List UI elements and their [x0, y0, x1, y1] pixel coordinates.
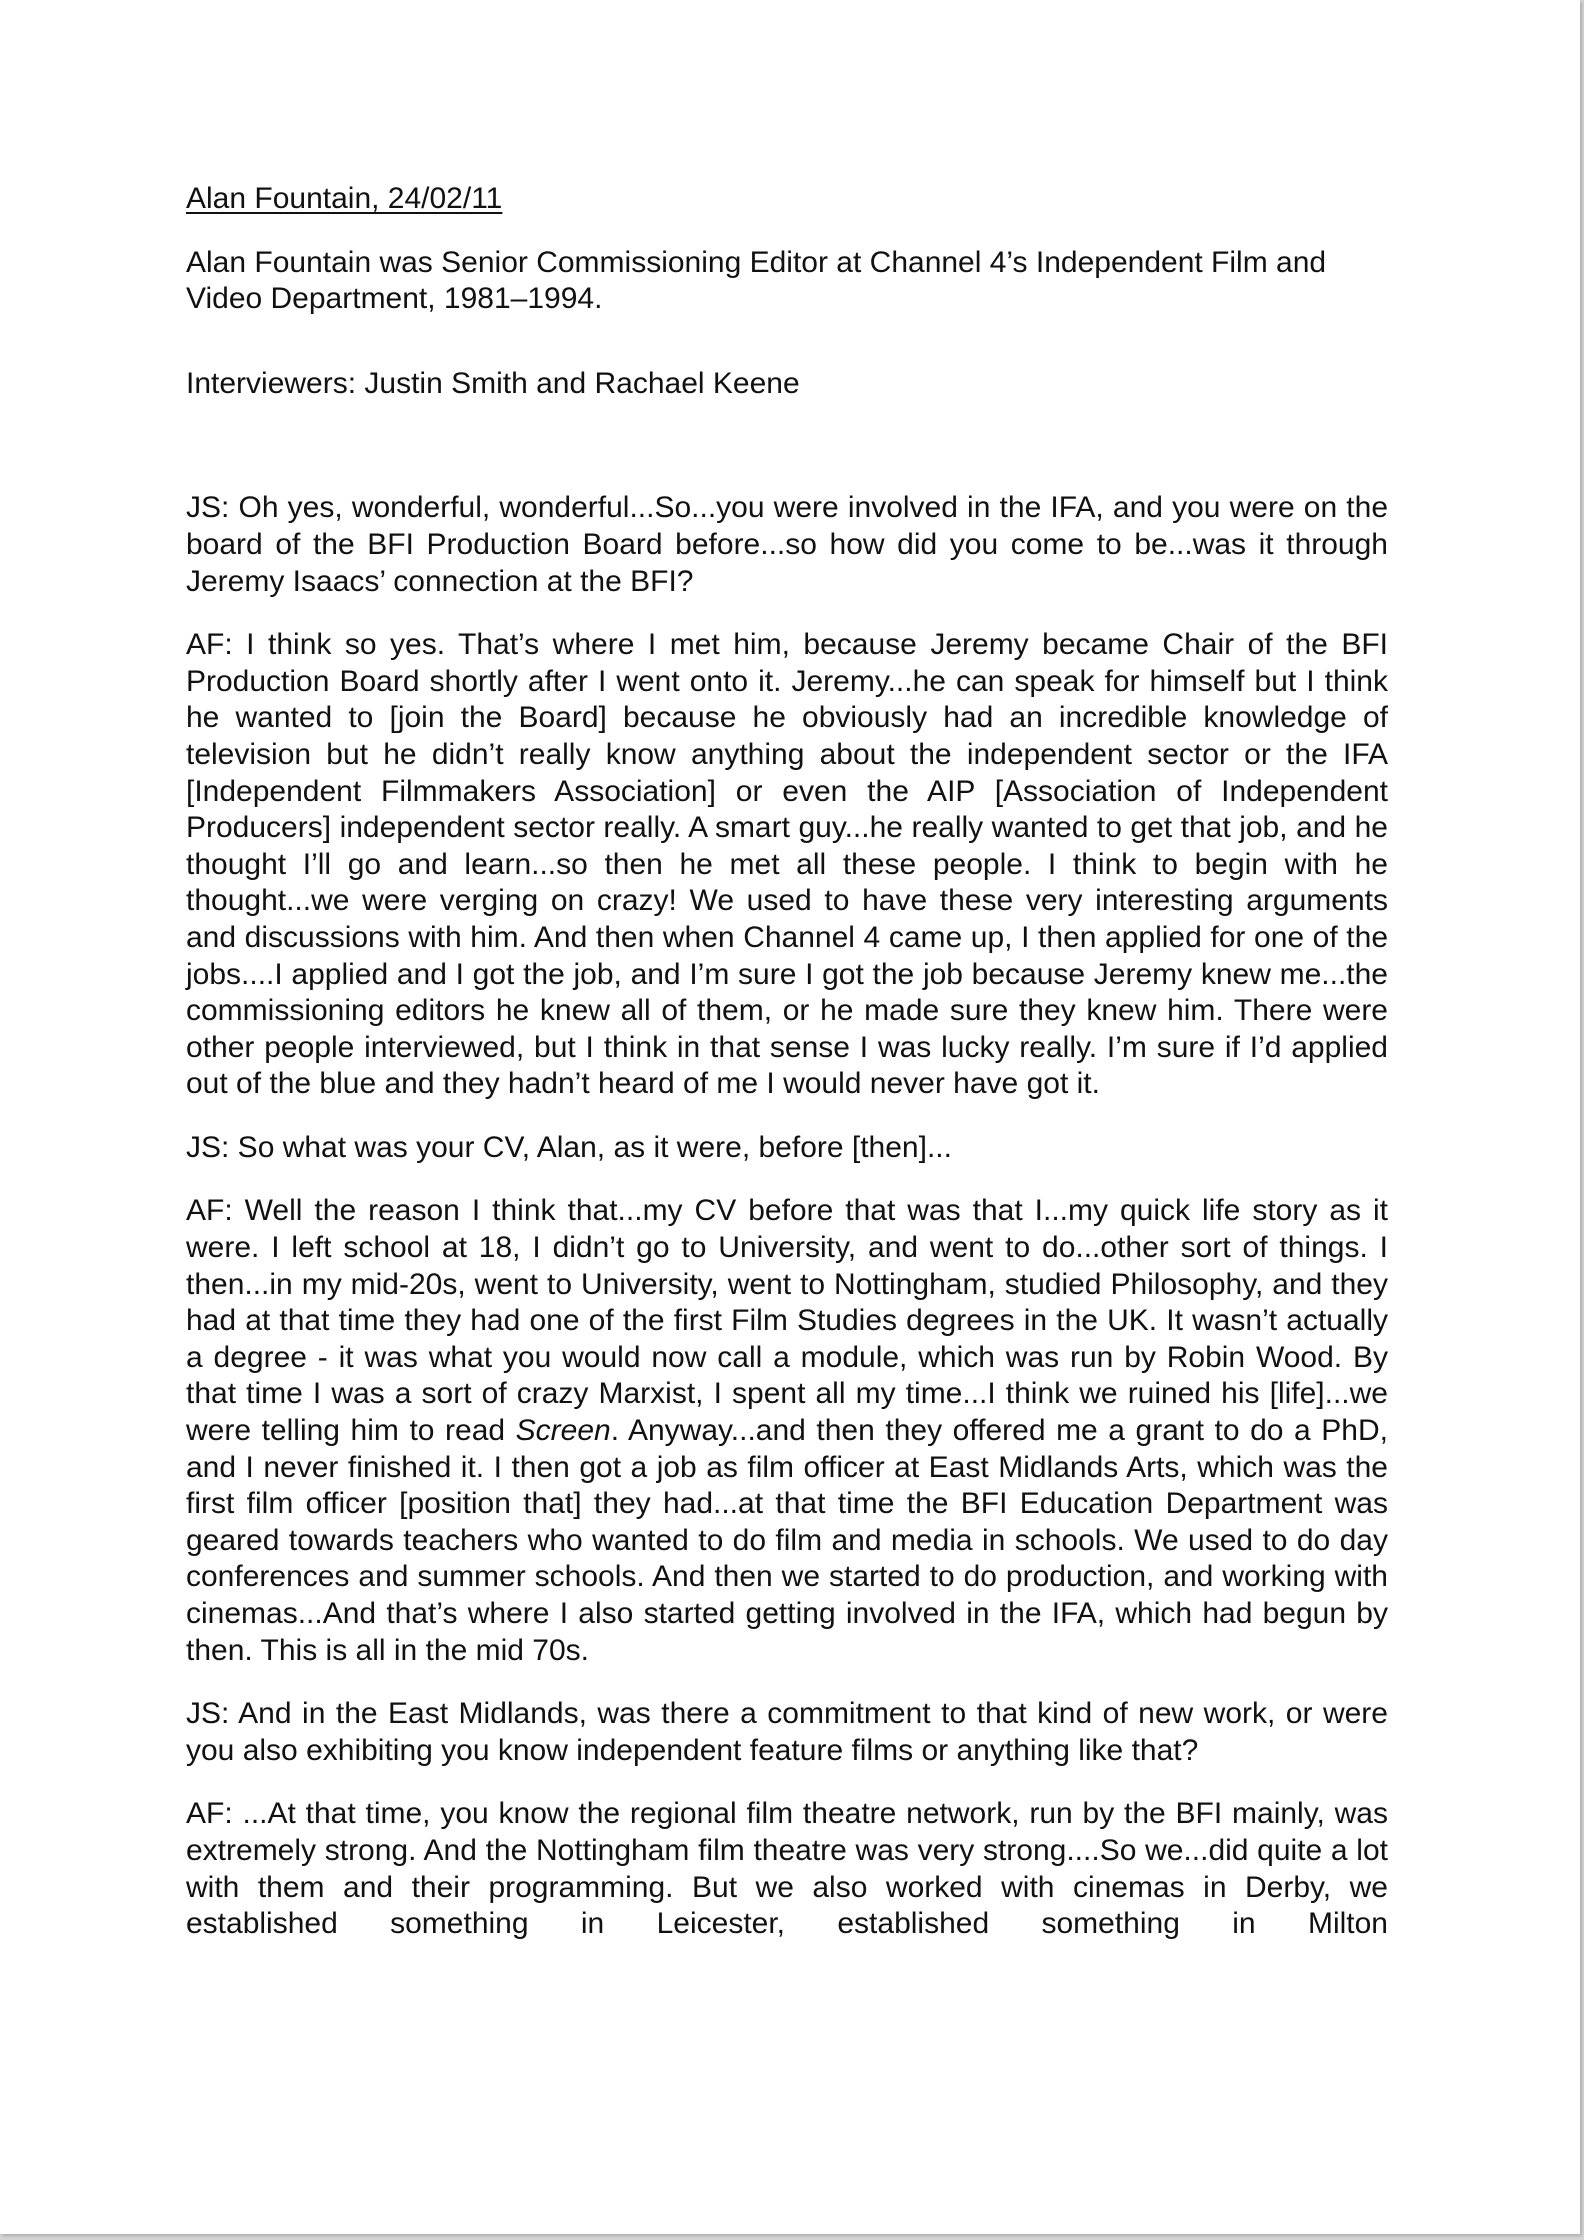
document-title: Alan Fountain, 24/02/11: [186, 182, 503, 215]
interviewers-line: Interviewers: Justin Smith and Rachael Keene: [186, 366, 800, 400]
paragraph-af-1: AF: I think so yes. That’s where I met him, because Jeremy became Chair of the BFI Production Board shortly after I went onto it. Jeremy...he can speak for himself but I think he wanted to [join the Board] because he obviously had an incredible knowledge of television but he didn’t really know anything about the independent sector or the IFA [Independent Filmmakers Association] or even the AIP [Association of Independent Producers] independent sector really. A smart guy...he really wanted to get that job, and he thought I’ll go and learn...so then he met all these people. I think to begin with he thought...we were verging on crazy! We used to have these very interesting arguments and discussions with him. And then when Channel 4 came up, I then applied for one of the jobs....I applied and I got the job, and I’m sure I got the job because Jeremy knew me...the commissioning editors he knew all of them, or he made sure they knew him. There were other people interviewed, but I think in that sense I was lucky really. I’m sure if I’d applied out of the blue and they hadn’t heard of me I would never have got it.: [186, 628, 1388, 1101]
italic-title-screen: Screen: [515, 1414, 611, 1448]
intro-text: Alan Fountain was Senior Commissioning Editor at Channel 4’s Independent Film and Video Department, 1981–1994.: [186, 245, 1327, 316]
document-body: [186, 181, 1388, 1943]
paragraph-js-2: JS: So what was your CV, Alan, as it were, before [then]...: [186, 1130, 952, 1164]
paragraph-af-2-part-1: AF: Well the reason I think that...my CV before that was that I...my quick life story as it were. I left school at 18, I didn’t go to University, and went to do...other sort of things. I then...in my mid-20s, went to University, went to Nottingham, studied Philosophy, and they had at that time they had one of the first Film Studies degrees in the UK. It wasn’t actually a degree - it was what you would now call a module, which was run by Robin Wood. By that time I was a sort of crazy Marxist, I spent all my time...I think we ruined his [life]...we were telling him to read: [186, 1194, 1388, 1448]
paragraph-js-3: JS: And in the East Midlands, was there a commitment to that kind of new work, or were you also exhibiting you know independent feature films or anything like that?: [186, 1697, 1388, 1767]
paragraph-af-3: AF: ...At that time, you know the regional film theatre network, run by the BFI mainly, was extremely strong. And the Nottingham film theatre was very strong....So we...did quite a lot with them and their programming. But we also worked with cinemas in Derby, we established something in Leicester, established something in Milton: [186, 1797, 1388, 1941]
paragraph-js-1: JS: Oh yes, wonderful, wonderful...So...you were involved in the IFA, and you were on the board of the BFI Production Board before...so how did you come to be...was it through Jeremy Isaacs’ connection at the BFI?: [186, 491, 1388, 598]
paragraph-af-2-part-2: . Anyway...and then they offered me a grant to do a PhD, and I never finished it. I then got a job as film officer at East Midlands Arts, which was the first film officer [position that] they had...at that time the BFI Education Department was geared towards teachers who wanted to do film and media in schools. We used to do day conferences and summer schools. And then we started to do production, and working with cinemas...And that’s where I also started getting involved in the IFA, which had begun by then. This is all in the mid 70s.: [186, 1414, 1388, 1667]
paragraph-af-2: [186, 1193, 1388, 1669]
